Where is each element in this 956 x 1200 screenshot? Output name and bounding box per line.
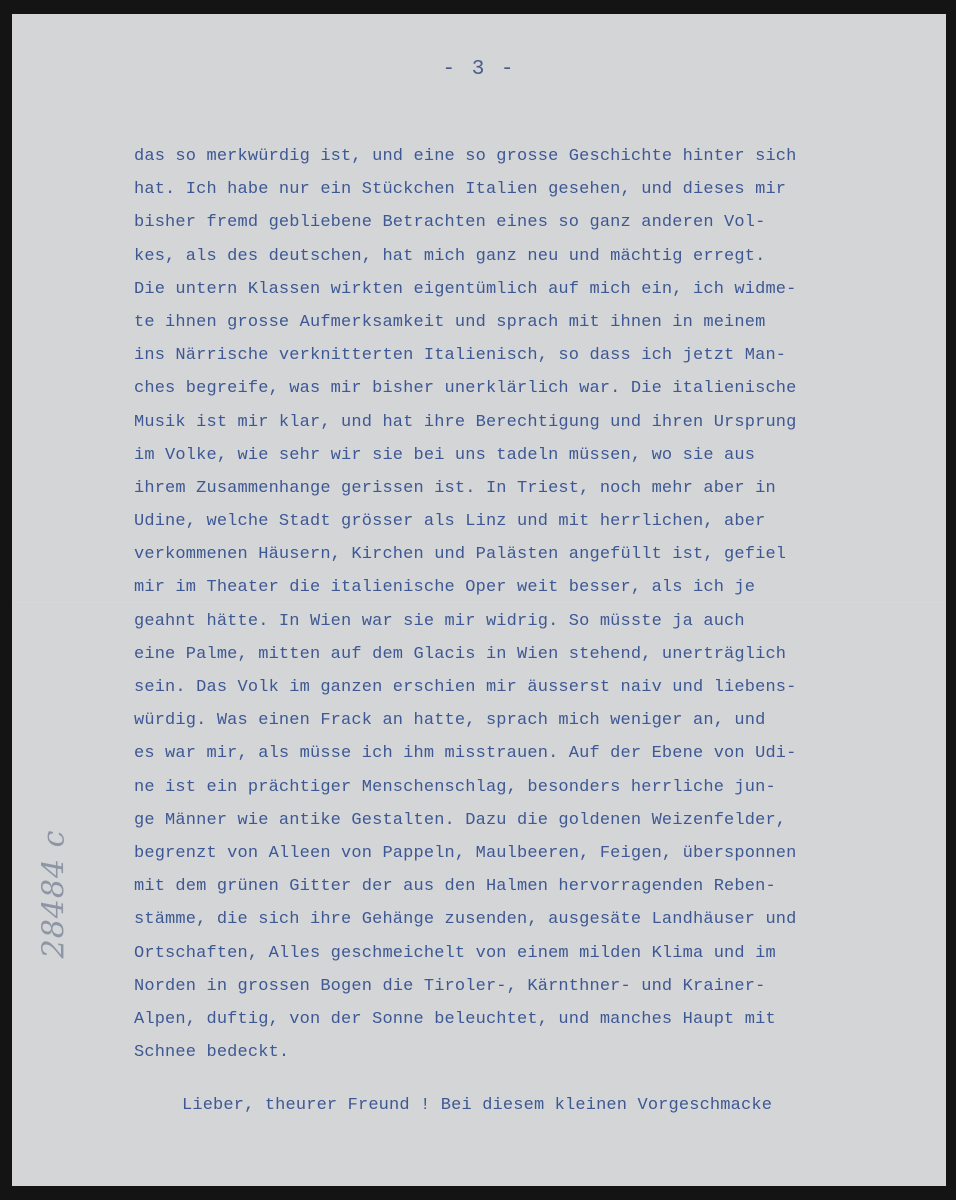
text-line: würdig. Was einen Frack an hatte, sprach mich weniger an, und bbox=[134, 711, 766, 731]
text-line: ge Männer wie antike Gestalten. Dazu die goldenen Weizenfelder, bbox=[134, 810, 787, 830]
text-line: Die untern Klassen wirkten eigentümlich auf mich ein, ich widme- bbox=[134, 279, 797, 299]
text-line: verkommenen Häusern, Kirchen und Palästen angefüllt ist, gefiel bbox=[134, 545, 787, 565]
text-line: ins Närrische verknitterten Italienisch, so dass ich jetzt Man- bbox=[134, 346, 787, 366]
text-line: mir im Theater die italienische Oper weit besser, als ich je bbox=[134, 578, 756, 598]
text-line: Norden in grossen Bogen die Tiroler-, Kärnthner- und Krainer- bbox=[134, 976, 766, 996]
text-line: Musik ist mir klar, und hat ihre Berechtigung und ihren Ursprung bbox=[134, 412, 797, 432]
text-line: im Volke, wie sehr wir sie bei uns tadeln müssen, wo sie aus bbox=[134, 445, 756, 465]
letter-body bbox=[134, 140, 874, 1069]
pencil-margin-annotation bbox=[24, 829, 84, 959]
margin-annotation-text: 28484 c bbox=[36, 829, 72, 959]
text-line: kes, als des deutschen, hat mich ganz neu und mächtig erregt. bbox=[134, 246, 766, 266]
page-number: - 3 - bbox=[442, 58, 516, 81]
text-line: Alpen, duftig, von der Sonne beleuchtet, und manches Haupt mit bbox=[134, 1009, 776, 1029]
text-line: stämme, die sich ihre Gehänge zusenden, ausgesäte Landhäuser und bbox=[134, 910, 797, 930]
closing-paragraph-line: Lieber, theurer Freund ! Bei diesem kleinen Vorgeschmacke bbox=[182, 1096, 773, 1115]
text-line: te ihnen grosse Aufmerksamkeit und sprach mit ihnen in meinem bbox=[134, 312, 766, 332]
text-line: es war mir, als müsse ich ihm misstrauen. Auf der Ebene von Udi- bbox=[134, 744, 797, 764]
text-line: ne ist ein prächtiger Menschenschlag, besonders herrliche jun- bbox=[134, 777, 776, 797]
text-line: bisher fremd gebliebene Betrachten eines so ganz anderen Vol- bbox=[134, 213, 766, 233]
text-line: hat. Ich habe nur ein Stückchen Italien gesehen, und dieses mir bbox=[134, 180, 787, 200]
text-line: sein. Das Volk im ganzen erschien mir äusserst naiv und liebens- bbox=[134, 678, 797, 697]
text-line: ches begreife, was mir bisher unerklärlich war. Die italienische bbox=[134, 379, 797, 399]
text-line: Schnee bedeckt. bbox=[134, 1043, 290, 1063]
text-line: eine Palme, mitten auf dem Glacis in Wien stehend, unerträglich bbox=[134, 644, 787, 664]
text-line: mit dem grünen Gitter der aus den Halmen hervorragenden Reben- bbox=[134, 877, 776, 897]
text-line: das so merkwürdig ist, und eine so grosse Geschichte hinter sich bbox=[134, 147, 797, 166]
text-line: geahnt hätte. In Wien war sie mir widrig. So müsste ja auch bbox=[134, 611, 745, 631]
text-line: ihrem Zusammenhange gerissen ist. In Triest, noch mehr aber in bbox=[134, 478, 776, 498]
text-line: Udine, welche Stadt grösser als Linz und mit herrlichen, aber bbox=[134, 512, 766, 532]
letter-page bbox=[12, 14, 946, 1186]
text-line: begrenzt von Alleen von Pappeln, Maulbeeren, Feigen, übersponnen bbox=[134, 843, 797, 863]
text-line: Ortschaften, Alles geschmeichelt von einem milden Klima und im bbox=[134, 943, 776, 963]
